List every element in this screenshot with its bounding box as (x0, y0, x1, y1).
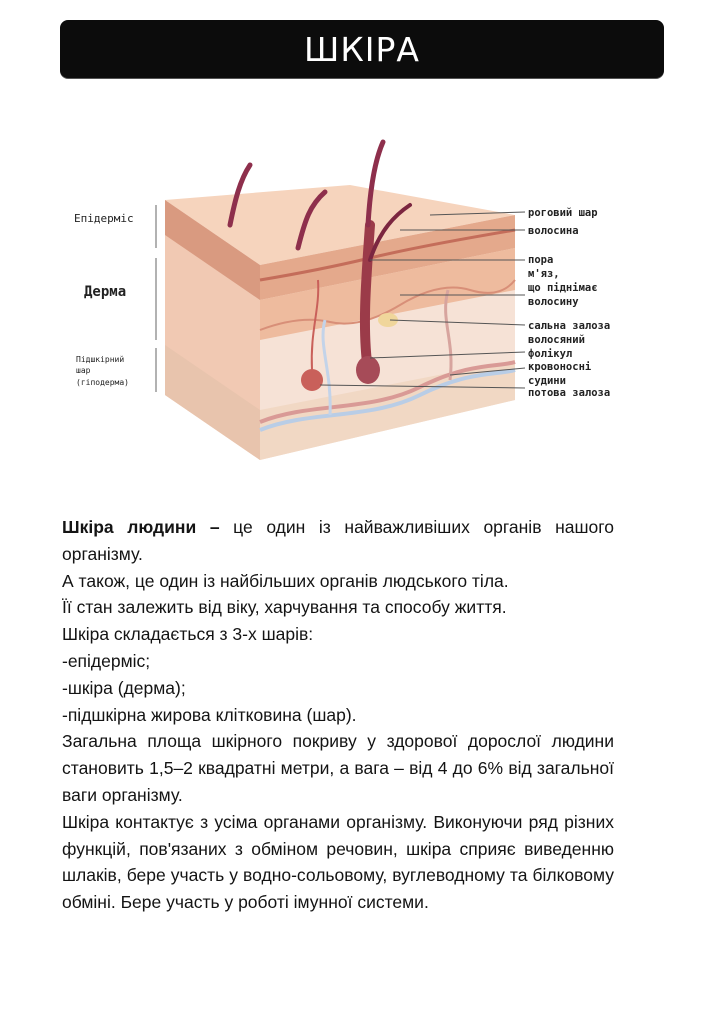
label-hair-follicle-1: волосяний (528, 334, 585, 346)
paragraph-2: А також, це один із найбільших органів людського тіла. (62, 570, 509, 591)
label-sebaceous-gland: сальна залоза (528, 320, 611, 332)
label-pore: пора (528, 254, 554, 266)
intro-rest: це один із найважливіших органів нашого організму. (62, 517, 614, 564)
label-muscle-1: м'яз, (528, 268, 560, 280)
title-bar (60, 20, 664, 78)
intro-bold: Шкіра людини – (62, 517, 220, 537)
label-muscle-2: що піднімає (528, 282, 598, 294)
label-dermis: Дерма (84, 284, 127, 300)
skin-diagram (70, 130, 650, 470)
label-hypodermis-1: Підшкірний (76, 355, 125, 364)
sweat-gland (301, 369, 323, 391)
list-item-hypodermis: -підшкірна жирова клітковина (шар). (62, 704, 357, 725)
label-hypodermis-3: (гіподерма) (76, 378, 129, 387)
label-hair-follicle-2: фолікул (528, 348, 573, 360)
paragraph-area: Загальна площа шкірного покриву у здорової дорослої людини становить 1,5–2 квадратні метри, а вага – від 4 до 6% від загальної ваги організму. (62, 731, 614, 805)
label-blood-vessels-1: кровоносні (528, 361, 592, 373)
label-muscle-3: волосину (528, 296, 579, 308)
paragraph-3: Її стан залежить від віку, харчування та способу життя. (62, 597, 507, 618)
skin-cross-section-illustration (70, 130, 650, 470)
paragraph-functions: Шкіра контактує з усіма органами організму. Виконуючи ряд різних функцій, пов'язаних з обміном речовин, шкіра сприяє виведенню шлаків, бере участь у водно-сольовому, вуглеводному та білковому обміні. Бере участь у роботі імунної системи. (62, 811, 614, 913)
label-epidermis: Епідерміс (74, 212, 134, 225)
paragraph-4: Шкіра складається з 3-х шарів: (62, 624, 314, 645)
label-horny-layer: роговий шар (528, 207, 598, 219)
hair-follicle (365, 225, 370, 370)
intro-paragraph (62, 514, 614, 568)
list-item-epidermis: -епідерміс; (62, 650, 151, 671)
label-hair: волосина (528, 225, 579, 237)
body-text (62, 514, 614, 916)
label-sweat-gland: потова залоза (528, 387, 611, 399)
list-item-dermis: -шкіра (дерма); (62, 677, 186, 698)
page-title: ШКІРА (304, 29, 420, 69)
label-blood-vessels-2: судини (528, 375, 566, 387)
label-hypodermis-2: шар (76, 366, 91, 375)
